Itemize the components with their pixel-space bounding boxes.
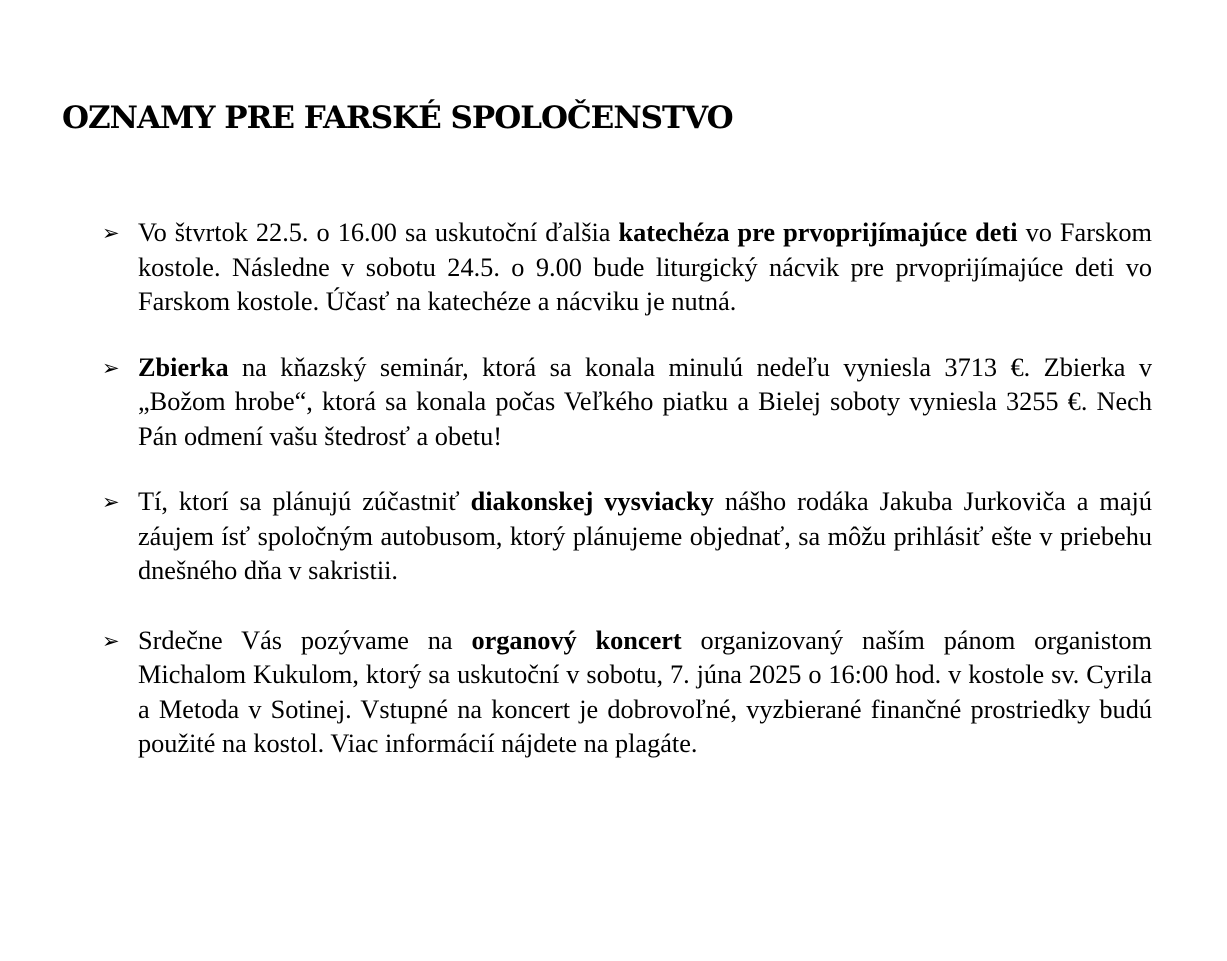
announcement-text: vo Farskom kostole. Následne v sobotu 24.5. o 9.00 bude liturgický nácvik pre prvoprijímajúce deti vo Farskom kostole. Účasť na katechéze a nácviku je nutná. bbox=[138, 218, 1152, 316]
announcement-text: Srdečne Vás pozývame na bbox=[138, 625, 472, 655]
announcement-list bbox=[100, 216, 1152, 793]
page-title: OZNAMY PRE FARSKÉ SPOLOČENSTVO bbox=[62, 100, 733, 136]
announcement-text: na kňazský seminár, ktorá sa konala minulú nedeľu vyniesla 3713 €. Zbierka v „Božom hrobe“, ktorá sa konala počas Veľkého piatku a Bielej soboty vyniesla 3255 €. Nech Pán odmení vašu štedrosť a obetu! bbox=[138, 352, 1152, 451]
announcement-catechesis bbox=[100, 216, 1152, 320]
announcement-highlight: diakonskej vysviacky bbox=[470, 487, 714, 516]
arrow-bullet-icon: ➢ bbox=[102, 490, 120, 514]
announcement-highlight: Zbierka bbox=[138, 352, 229, 382]
announcement-organ-concert bbox=[100, 624, 1152, 762]
announcement-highlight: organový koncert bbox=[471, 625, 682, 655]
arrow-bullet-icon: ➢ bbox=[102, 628, 120, 653]
announcement-collection bbox=[100, 351, 1152, 455]
arrow-bullet-icon: ➢ bbox=[102, 221, 120, 245]
announcement-text: nášho rodáka Jakuba Jurkoviča a majú záujem ísť spoločným autobusom, ktorý plánujeme objednať, sa môžu prihlásiť ešte v priebehu dnešného dňa v sakristii. bbox=[138, 487, 1153, 585]
announcement-text: Tí, ktorí sa plánujú zúčastniť bbox=[138, 487, 471, 516]
arrow-bullet-icon: ➢ bbox=[102, 355, 120, 380]
announcement-text: Vo štvrtok 22.5. o 16.00 sa uskutoční ďalšia bbox=[138, 218, 619, 247]
announcement-ordination bbox=[100, 485, 1152, 589]
announcement-text: organizovaný naším pánom organistom Michalom Kukulom, ktorý sa uskutoční v sobotu, 7. júna 2025 o 16:00 hod. v kostole sv. Cyrila a Metoda v Sotinej. Vstupné na koncert je dobrovoľné, vyzbierané finančné prostriedky budú použité na kostol. Viac informácií nájdete na plagáte. bbox=[138, 625, 1153, 758]
announcement-highlight: katechéza pre prvoprijímajúce deti bbox=[618, 218, 1018, 247]
